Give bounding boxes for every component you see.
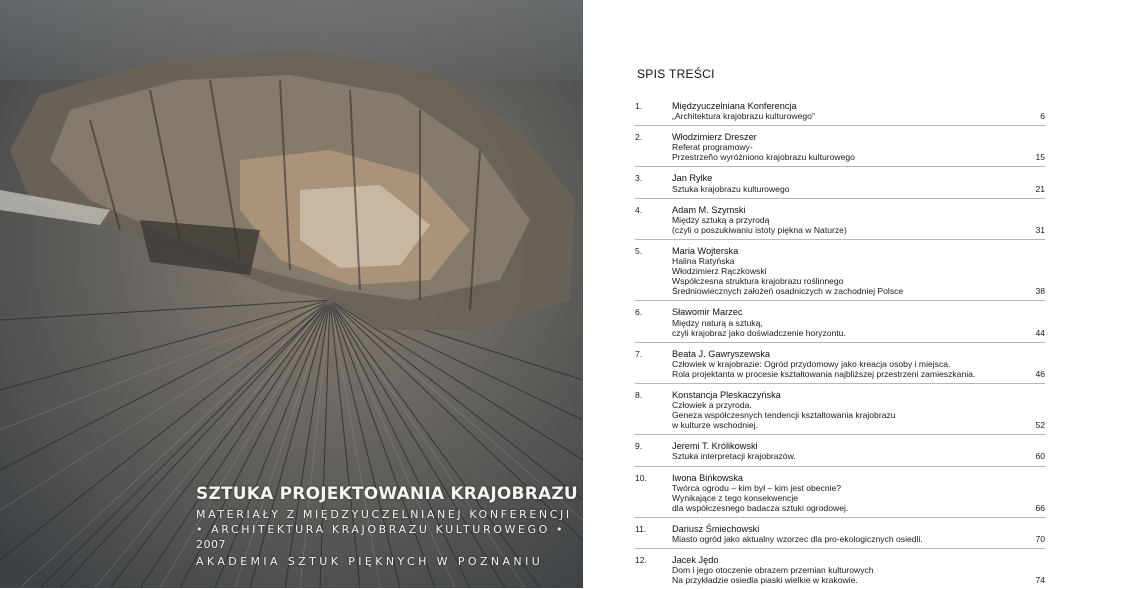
toc-entry-number: 11.: [635, 523, 647, 534]
toc-entry-title-line: Współczesna struktura krajobrazu roślinnego: [672, 276, 844, 287]
toc-entry-number: 1.: [635, 101, 643, 111]
toc-page: [583, 0, 1130, 588]
toc-entry-number: 4.: [635, 204, 643, 215]
toc-entry: [635, 125, 1045, 166]
toc-entry-title-line: Wynikające z tego konsekwencje: [672, 492, 799, 503]
toc-entry-author: Włodzimierz Dreszer: [672, 132, 757, 143]
toc-entry: [635, 300, 1045, 341]
toc-heading: SPIS TREŚCI: [637, 67, 715, 81]
toc-entry-body: [672, 349, 1045, 379]
toc-entry-author: Adam M. Szymski: [672, 204, 746, 215]
toc-entry-page-number: 52: [1035, 420, 1045, 431]
toc-entry-page-number: 60: [1035, 451, 1045, 462]
toc-entry-number: 5.: [635, 245, 643, 256]
toc-entry-title-line: Miasto ogród jako aktualny wzorzec dla pro-ekologicznych osiedli.: [672, 534, 923, 544]
toc-entry: [635, 517, 1045, 548]
toc-entry-title-line: Na przykładzie osiedla piaski wielkie w krakowie.: [672, 575, 858, 586]
toc-entry-body: [672, 524, 1045, 544]
toc-entry-body: [672, 555, 1045, 585]
toc-entry-page-number: 44: [1035, 327, 1045, 338]
cover-year: 2007: [196, 538, 226, 551]
toc-entry-author: Dariusz Śmiechowski: [672, 523, 760, 534]
toc-entry-title-line: Człowiek a przyroda.: [672, 400, 752, 411]
toc-entry-author: Jan Rylke: [672, 173, 713, 184]
cover-conference-name: • ARCHITEKTURA KRAJOBRAZU KULTUROWEGO •: [196, 523, 566, 536]
toc-entry: [635, 239, 1045, 300]
toc-entry-author: Konstancja Pleskaczyńska: [672, 389, 781, 400]
toc-entry-title-line: „Architektura krajobrazu kulturowego”: [672, 111, 815, 122]
toc-entry-title-line: Geneza współczesnych tendencji kształtowania krajobrazu: [672, 410, 896, 421]
toc-entry-body: [672, 173, 1045, 193]
toc-entry-title-line: Między naturą a sztuką,: [672, 317, 763, 328]
toc-entry: [635, 383, 1045, 434]
toc-entry: [635, 166, 1045, 197]
toc-entry-title-line: Między sztuką a przyrodą: [672, 214, 770, 225]
cover-publisher: AKADEMIA SZTUK PIĘKNYCH W POZNANIU: [196, 555, 544, 568]
toc-entry-title-line: Rola projektanta w procesie kształtowania najbliższej przestrzeni zamieszkania.: [672, 368, 976, 379]
toc-entry-title-line: Człowiek w krajobrazie: Ogród przydomowy jako kreacja osoby i miejsca.: [672, 358, 951, 369]
toc-entry-title-line: Włodzimierz Rączkowski: [672, 266, 767, 277]
toc-entry-number: 10.: [635, 472, 647, 483]
toc-entry-title-line: Dom i jego otoczenie obrazem przemian kulturowych: [672, 565, 874, 576]
toc-entry-title-line: Sztuka krajobrazu kulturowego: [672, 183, 790, 194]
toc-entry-body: [672, 132, 1045, 162]
toc-entry-author: Sławomir Marzec: [672, 307, 743, 318]
toc-entry-number: 8.: [635, 389, 643, 400]
toc-entry-author: Beata J. Gawryszewska: [672, 348, 771, 359]
cover-subtitle-line: MATERIAŁY Z MIĘDZYUCZELNIANEJ KONFERENCJI: [196, 508, 572, 521]
toc-entry-title-line: dla współczesnego badacza sztuki ogrodowej.: [672, 502, 849, 513]
toc-entry-page-number: 15: [1035, 152, 1045, 163]
toc-entry: [635, 95, 1045, 125]
toc-entry-page-number: 46: [1035, 368, 1045, 379]
toc-entry-title-line: Halina Ratyńska: [672, 256, 735, 267]
toc-entry-body: [672, 307, 1045, 337]
toc-entry-title-line: czyli krajobraz jako doświadczenie horyzontu.: [672, 327, 846, 338]
toc-entry-title-line: Przestrzeño wyróżniono krajobrazu kulturowego: [672, 152, 855, 163]
toc-entry-title-line: Średniowiecznych założeń osadniczych w zachodniej Polsce: [672, 286, 904, 297]
toc-entry-page-number: 74: [1035, 575, 1045, 586]
toc-entry-page-number: 38: [1035, 286, 1045, 297]
toc-entry-body: [672, 205, 1045, 235]
toc-entry: [635, 548, 1045, 589]
toc-entry-number: 7.: [635, 348, 643, 359]
toc-entry-title-line: Sztuka interpretacji krajobrazów.: [672, 451, 796, 462]
toc-entry-body: [672, 473, 1045, 513]
toc-entry: [635, 198, 1045, 239]
toc-entry-number: 2.: [635, 132, 643, 143]
toc-entry-author: Jacek Jędo: [672, 555, 719, 566]
toc-entry-body: [672, 390, 1045, 430]
toc-entry-title-line: Twórca ogrodu – kim był – kim jest obecnie?: [672, 482, 842, 493]
cover-text-block: [196, 484, 578, 569]
toc-entry-page-number: 31: [1035, 224, 1045, 235]
toc-entry: [635, 342, 1045, 383]
toc-entry-title-line: (czyli o poszukiwaniu istoty piękna w Naturze): [672, 224, 847, 235]
toc-entry-page-number: 66: [1035, 502, 1045, 513]
toc-entry-author: Maria Wojterska: [672, 245, 739, 256]
toc-entry-number: 9.: [635, 441, 643, 452]
toc-entry-body: [672, 246, 1045, 296]
toc-entry-author: Iwona Bińkowska: [672, 472, 743, 483]
toc-entry-author: Jeremi T. Królikowski: [672, 441, 758, 452]
toc-list: [635, 95, 1045, 589]
cover-title: SZTUKA PROJEKTOWANIA KRAJOBRAZU: [196, 484, 578, 504]
toc-entry: [635, 434, 1045, 465]
toc-entry-body: [672, 441, 1045, 461]
toc-entry: [635, 466, 1045, 517]
toc-entry-number: 3.: [635, 173, 643, 184]
toc-entry-page-number: 6: [1040, 111, 1045, 122]
toc-entry-page-number: 70: [1035, 534, 1045, 544]
toc-entry-title-line: Referat programowy-: [672, 142, 753, 153]
toc-entry-number: 6.: [635, 307, 643, 318]
toc-entry-title-line: w kulturze wschodniej.: [672, 420, 758, 431]
toc-entry-page-number: 21: [1035, 183, 1045, 194]
toc-entry-body: [672, 101, 1045, 121]
toc-entry-number: 12.: [635, 555, 647, 566]
toc-entry-author: Międzyuczelniana Konferencja: [672, 101, 797, 111]
